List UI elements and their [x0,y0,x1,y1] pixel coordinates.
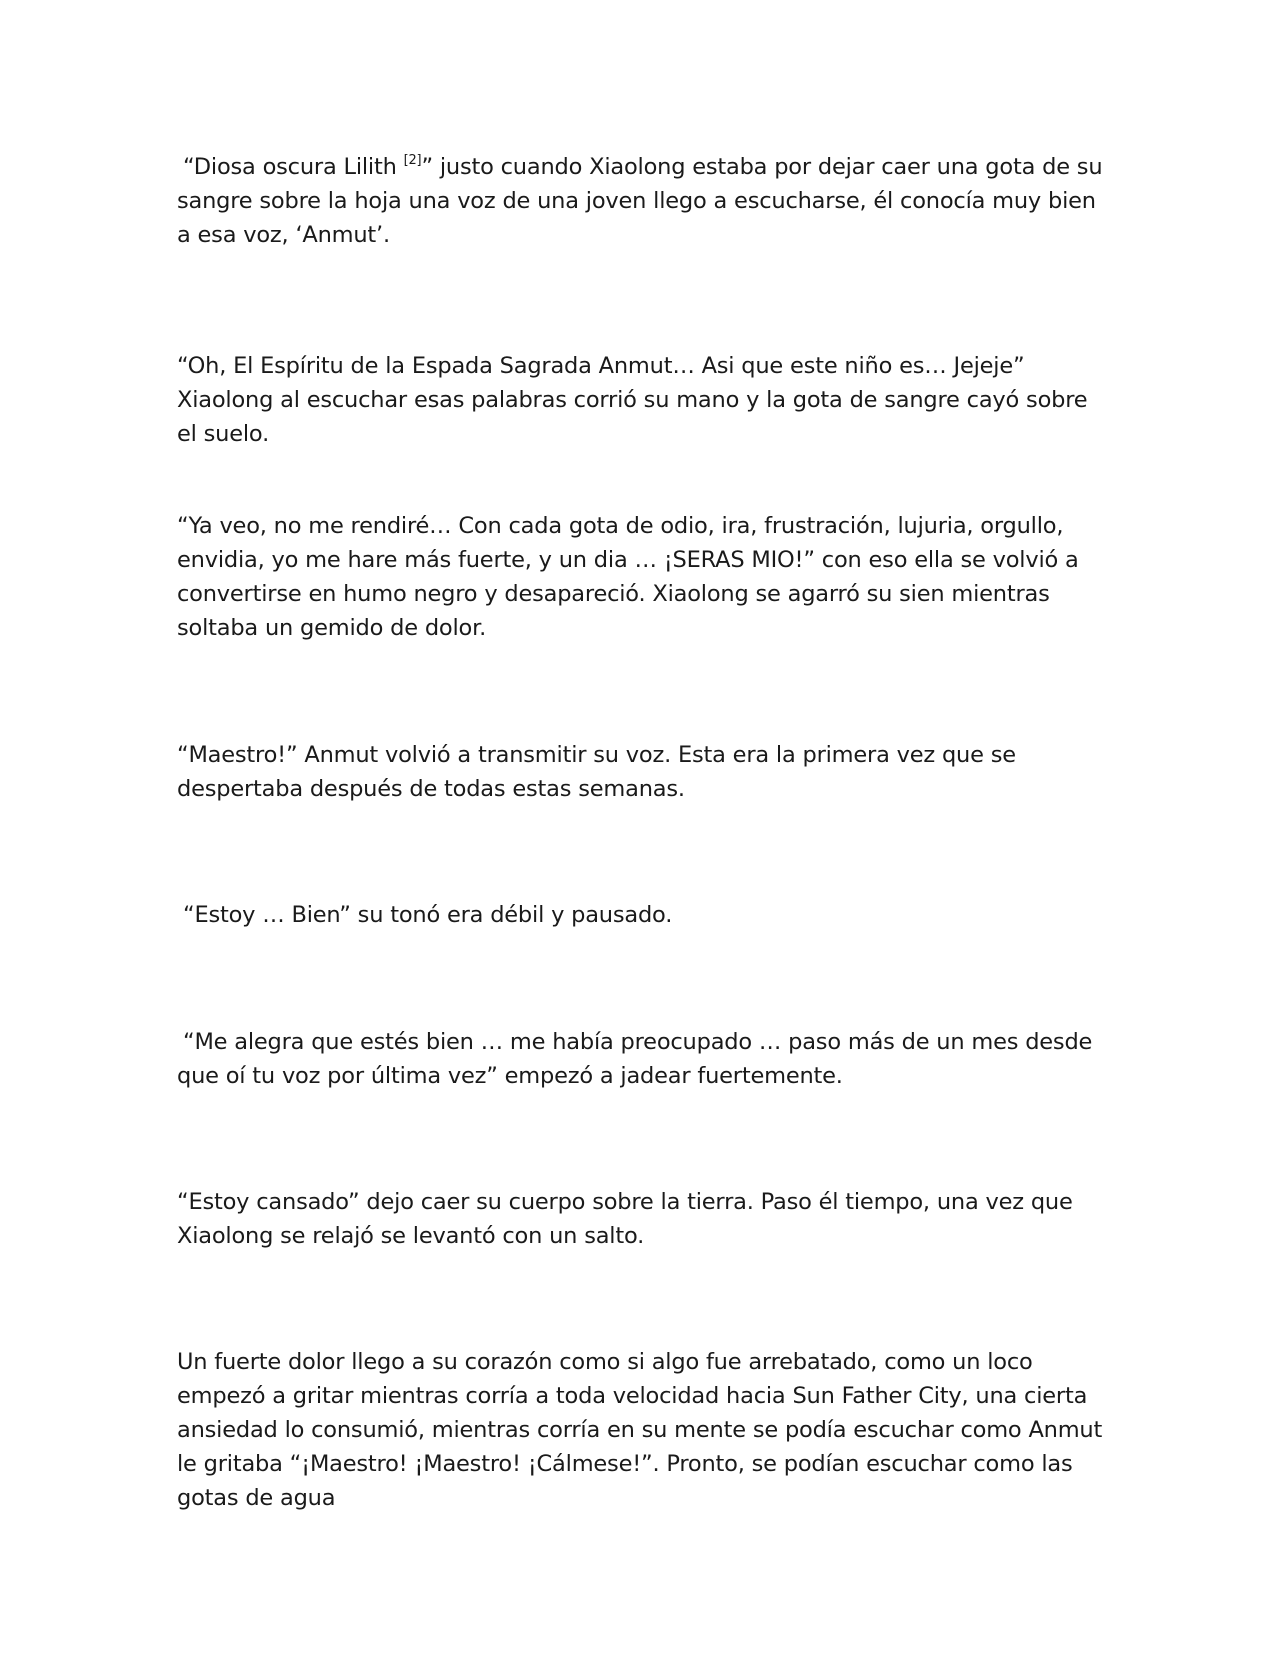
paragraph-7: “Estoy cansado” dejo caer su cuerpo sobre la tierra. Paso él tiempo, una vez que Xiaolong se relajó se levantó con un salto. [177,1189,1073,1249]
paragraph-3: “Ya veo, no me rendiré… Con cada gota de odio, ira, frustración, lujuria, orgullo, envidia, yo me hare más fuerte, y un dia … ¡SERAS MIO!” con eso ella se volvió a convertirse en humo negro y desapareció. Xiaolong se agarró su sien mientras soltaba un gemido de dolor. [177,513,1079,641]
footnote-reference[interactable]: [2] [403,153,422,168]
paragraph-1-lead: “Diosa oscura Lilith [183,154,404,180]
paragraph-8: Un fuerte dolor llego a su corazón como si algo fue arrebatado, como un loco empezó a gritar mientras corría a toda velocidad hacia Sun Father City, una cierta ansiedad lo consumió, mientras corría en su mente se podía escuchar como Anmut le gritaba “¡Maestro! ¡Maestro! ¡Cálmese!”. Pronto, se podían escuchar como las gotas de agua [177,1349,1103,1511]
paragraph-4: “Maestro!” Anmut volvió a transmitir su voz. Esta era la primera vez que se despertaba después de todas estas semanas. [177,742,1016,802]
paragraph-5 [177,898,1107,932]
paragraph-2: “Oh, El Espíritu de la Espada Sagrada Anmut… Asi que este niño es… Jejeje” Xiaolong al escuchar esas palabras corrió su mano y la gota de sangre cayó sobre el suelo. [177,353,1088,447]
paragraph-6-text: “Me alegra que estés bien … me había preocupado … paso más de un mes desde que oí tu voz por última vez” empezó a jadear fuertemente. [177,1029,1093,1089]
paragraph-1 [177,150,1107,252]
paragraph-1-text: ” justo cuando Xiaolong estaba por dejar caer una gota de su sangre sobre la hoja una voz de una joven llego a escucharse, él conocía muy bien a esa voz, ‘Anmut’. [177,154,1103,248]
paragraph-5-text: “Estoy … Bien” su tonó era débil y pausado. [183,902,673,928]
paragraph-6 [177,1025,1107,1093]
